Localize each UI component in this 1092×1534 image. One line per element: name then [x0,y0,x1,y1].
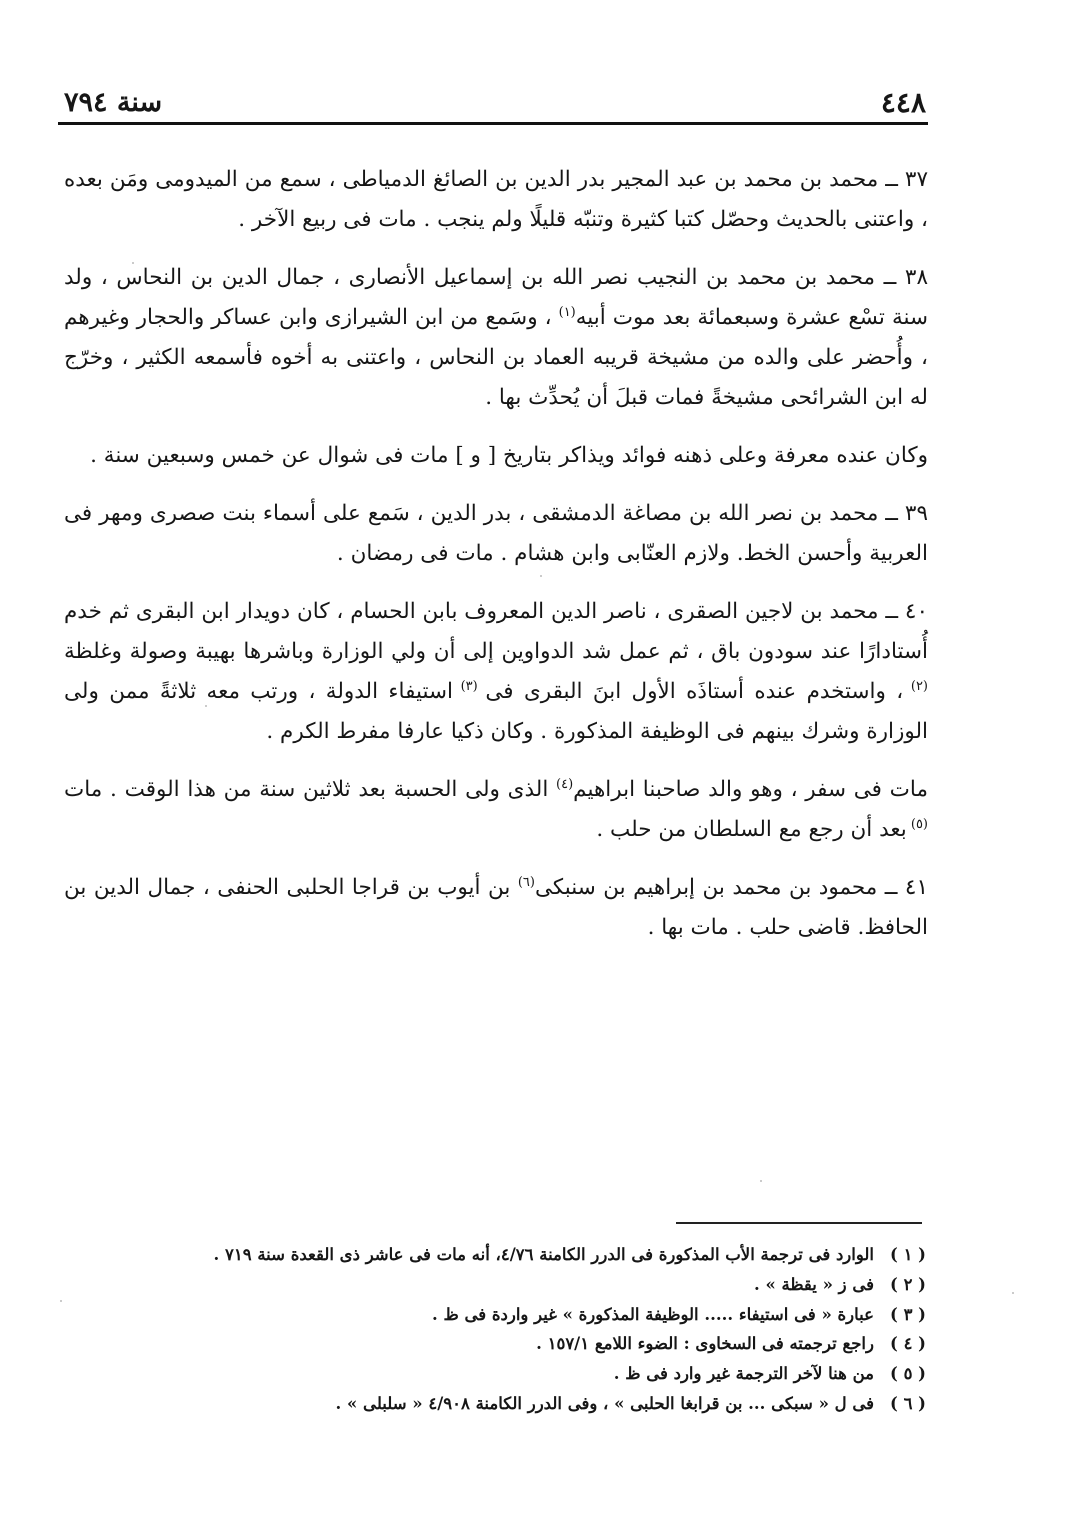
footnote-mark: ( ٦ ) [890,1393,926,1413]
entry-text: ٤١ ــ محمود بن محمد بن إبراهيم بن سنبكى [534,875,929,900]
header-rule [58,122,928,125]
running-head-year: سنة ٧٩٤ [64,87,163,118]
page-number: ٤٤٨ [880,86,926,119]
scan-speck [760,1180,762,1182]
entry-paragraph [64,868,928,948]
footnote-mark: ( ٥ ) [890,1364,926,1384]
scan-speck [1012,1292,1014,1294]
entry-text: ٣٧ ــ محمد بن محمد بن عبد المجير بدر الدين بن الصائغ الدمياطى ، سمع من الميدومى ومَن بعده ، واعتنى بالحديث وحصّل كتبا كثيرة وتنبّه قليلًا ولم ينجب . مات فى ربيع الآخر . [64,167,928,232]
footnote-text: عبارة « فى استيفاء ..... الوظيفة المذكورة » غير واردة فى ظ . [432,1304,874,1324]
entry-text: ، واستخدم عنده أستاذَه الأول ابنَ البقرى فى [485,679,904,704]
footnote-ref: (١) [558,304,576,320]
footnotes-list [80,1240,926,1419]
entry-paragraph [64,494,928,574]
footnote-rule [676,1222,922,1224]
footnote-mark: ( ٢ ) [890,1274,926,1294]
entry-paragraph [64,770,928,850]
entry-text: ٤٠ ــ محمد بن لاجين الصقرى ، ناصر الدين المعروف بابن الحسام ، كان دويدار ابن البقرى ثم خدم أُستادارًا عند سودون باق ، ثم عمل شد الدواوين إلى أن ولي الوزارة وباشرها بهيبة وصولة وغلظة [64,599,928,664]
entry-text: الذى ولى الحسبة بعد ثلاثين سنة من هذا الوقت . مات [64,777,557,802]
entry-text: ، وسَمع من ابن الشيرازى وابن عساكر والحجار وغيرهم ، وأُحضر على والده من مشيخة قريبه العماد بن النحاس ، واعتنى به أخوه فأسمعه الكثير ، وخرّج له ابن الشرائحى مشيخةً فمات قبلَ أن يُحدِّث بها . [64,305,928,410]
footnote-ref: (٣) [452,678,486,694]
entry-paragraph [64,160,928,240]
footnote-text: فى ز « يقظة » . [753,1274,874,1294]
entry-text: استيفاء الدولة ، ورتب معه ثلاثةً ممن ولى الوزارة وشرك بينهم فى الوظيفة المذكورة . وكان ذكيا عارفا مفرط الكرم . [64,679,928,744]
footnote-ref: (٤) [556,776,574,792]
scan-speck [132,262,134,264]
scan-speck [60,1300,62,1302]
footnote-text: راجع ترجمته فى السخاوى : الضوء اللامع ١٥٧/١ . [536,1334,874,1354]
footnote-text: الوارد فى ترجمة الأب المذكورة فى الدرر الكامنة ٤/٧٦، أنه مات فى عاشر ذى القعدة سنة ٧١٩ . [213,1245,874,1264]
entry-paragraph [64,258,928,418]
footnote-ref: (٢) [903,678,928,694]
entry-text: بن أيوب بن قراجا الحلبى الحنفى ، جمال الدين بن الحافظ. قاضى حلب . مات بها . [64,875,928,940]
entry-text: وكان عنده معرفة وعلى ذهنه فوائد ويذاكر بتاريخ [ و ] مات فى شوال عن خمس وسبعين سنة . [90,443,928,468]
footnote-mark: ( ٣ ) [890,1304,926,1324]
entry-text: ٣٨ ــ محمد بن محمد بن النجيب نصر الله بن إسماعيل الأنصارى ، جمال الدين بن النحاس ، ولد سنة تسْع عشرة وسبعمائة بعد موت أبيه [64,265,928,330]
entry-text: ٣٩ ــ محمد بن نصر الله بن مصاغة الدمشقى ، بدر الدين ، سَمع على أسماء بنت صصرى ومهر فى العربية وأحسن الخط. ولازم العنّابى وابن هشام . مات فى رمضان . [64,501,928,566]
footnote-ref: (٥) [906,816,928,832]
footnote-text: من هنا لآخر الترجمة غير وارد فى ظ . [613,1364,874,1384]
main-text [64,160,928,966]
footnote-item [80,1359,926,1389]
footnote-item [80,1389,926,1419]
entry-paragraph [64,436,928,476]
footnote-item [80,1270,926,1300]
footnote-item [80,1300,926,1330]
entry-text: بعد أن رجع مع السلطان من حلب . [596,817,907,842]
page-header [60,86,928,122]
entry-text: مات فى سفر ، وهو والد صاحبنا ابراهيم [573,777,928,802]
entry-paragraph [64,592,928,752]
scan-speck [540,575,542,577]
footnote-item [80,1329,926,1359]
footnote-mark: ( ١ ) [890,1245,926,1264]
footnote-mark: ( ٤ ) [890,1334,926,1354]
footnote-item [80,1240,926,1270]
footnote-ref: (٦) [517,874,535,890]
footnote-text: فى ل « سبكى ... بن قرابغا الحلبى » ، وفى الدرر الكامنة ٤/٩٠٨ « سلبلى » . [335,1393,874,1413]
scan-speck [205,705,207,707]
